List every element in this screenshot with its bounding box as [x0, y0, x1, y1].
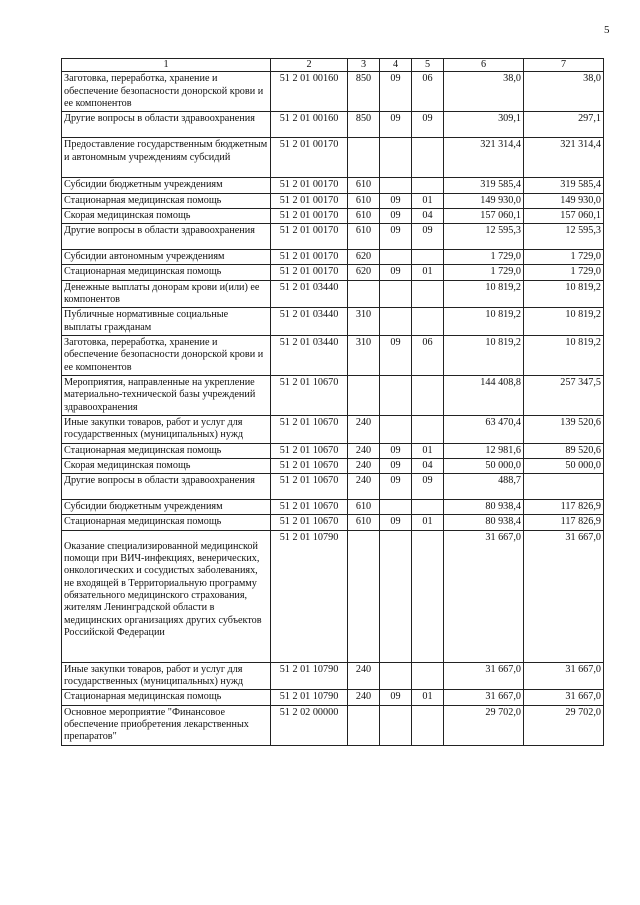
- subsection-cell: [412, 530, 444, 662]
- sum-year1-cell: 31 667,0: [444, 530, 524, 662]
- target-article-cell: 51 2 01 00170: [271, 178, 348, 193]
- section-cell: [380, 415, 412, 443]
- subsection-cell: 01: [412, 690, 444, 705]
- table-row: [62, 458, 604, 473]
- expense-type-cell: 610: [348, 193, 380, 208]
- column-header: 4: [380, 59, 412, 72]
- sum-year2-cell: 31 667,0: [524, 530, 604, 662]
- table-row: [62, 705, 604, 745]
- sum-year1-cell: 80 938,4: [444, 515, 524, 530]
- sum-year2-cell: 31 667,0: [524, 662, 604, 690]
- subsection-cell: [412, 308, 444, 336]
- target-article-cell: 51 2 01 03440: [271, 280, 348, 308]
- sum-year2-cell: 139 520,6: [524, 415, 604, 443]
- section-cell: 09: [380, 224, 412, 250]
- row-name-cell: Скорая медицинская помощь: [62, 458, 271, 473]
- expense-type-cell: 310: [348, 308, 380, 336]
- section-cell: 09: [380, 443, 412, 458]
- table-row: [62, 335, 604, 375]
- row-name-cell: Иные закупки товаров, работ и услуг для государственных (муниципальных) нужд: [62, 415, 271, 443]
- target-article-cell: 51 2 01 10670: [271, 474, 348, 500]
- sum-year1-cell: 80 938,4: [444, 500, 524, 515]
- row-name-cell: Мероприятия, направленные на укрепление материально-технической базы учреждений здравоохранения: [62, 375, 271, 415]
- table-row: [62, 250, 604, 265]
- sum-year2-cell: 1 729,0: [524, 265, 604, 280]
- row-name-cell: Субсидии бюджетным учреждениям: [62, 178, 271, 193]
- row-name-cell: Стационарная медицинская помощь: [62, 515, 271, 530]
- subsection-cell: 09: [412, 112, 444, 138]
- column-header: 6: [444, 59, 524, 72]
- expense-type-cell: [348, 530, 380, 662]
- page-number: 5: [604, 24, 610, 36]
- sum-year2-cell: 321 314,4: [524, 138, 604, 178]
- expense-type-cell: 240: [348, 458, 380, 473]
- sum-year1-cell: 10 819,2: [444, 308, 524, 336]
- subsection-cell: [412, 705, 444, 745]
- section-cell: 09: [380, 265, 412, 280]
- table-row: [62, 280, 604, 308]
- table-row: [62, 138, 604, 178]
- section-cell: 09: [380, 112, 412, 138]
- row-name-cell: Другие вопросы в области здравоохранения: [62, 474, 271, 500]
- table-row: [62, 224, 604, 250]
- section-cell: [380, 662, 412, 690]
- budget-table: [61, 58, 604, 746]
- sum-year2-cell: 12 595,3: [524, 224, 604, 250]
- sum-year2-cell: [524, 474, 604, 500]
- sum-year1-cell: 149 930,0: [444, 193, 524, 208]
- table-row: [62, 375, 604, 415]
- target-article-cell: 51 2 01 00170: [271, 138, 348, 178]
- target-article-cell: 51 2 01 10670: [271, 415, 348, 443]
- expense-type-cell: 240: [348, 662, 380, 690]
- row-name-cell: Скорая медицинская помощь: [62, 208, 271, 223]
- table-row: [62, 193, 604, 208]
- section-cell: 09: [380, 690, 412, 705]
- sum-year2-cell: 1 729,0: [524, 250, 604, 265]
- subsection-cell: 06: [412, 335, 444, 375]
- target-article-cell: 51 2 01 10670: [271, 500, 348, 515]
- target-article-cell: 51 2 01 10670: [271, 443, 348, 458]
- sum-year2-cell: 297,1: [524, 112, 604, 138]
- table-row: [62, 178, 604, 193]
- sum-year1-cell: 31 667,0: [444, 690, 524, 705]
- sum-year1-cell: 319 585,4: [444, 178, 524, 193]
- sum-year1-cell: 31 667,0: [444, 662, 524, 690]
- expense-type-cell: 610: [348, 208, 380, 223]
- sum-year2-cell: 10 819,2: [524, 280, 604, 308]
- section-cell: [380, 500, 412, 515]
- column-header-row: [62, 59, 604, 72]
- sum-year1-cell: 50 000,0: [444, 458, 524, 473]
- expense-type-cell: 610: [348, 224, 380, 250]
- row-name-cell: Другие вопросы в области здравоохранения: [62, 224, 271, 250]
- section-cell: [380, 530, 412, 662]
- subsection-cell: 01: [412, 443, 444, 458]
- table-row: [62, 72, 604, 112]
- sum-year2-cell: 50 000,0: [524, 458, 604, 473]
- sum-year2-cell: 29 702,0: [524, 705, 604, 745]
- sum-year1-cell: 321 314,4: [444, 138, 524, 178]
- section-cell: [380, 375, 412, 415]
- table-row: [62, 308, 604, 336]
- subsection-cell: 09: [412, 474, 444, 500]
- sum-year2-cell: 157 060,1: [524, 208, 604, 223]
- sum-year2-cell: 10 819,2: [524, 308, 604, 336]
- sum-year1-cell: 29 702,0: [444, 705, 524, 745]
- table-row: [62, 474, 604, 500]
- table-row: [62, 515, 604, 530]
- sum-year2-cell: 117 826,9: [524, 515, 604, 530]
- sum-year2-cell: 149 930,0: [524, 193, 604, 208]
- subsection-cell: [412, 500, 444, 515]
- subsection-cell: [412, 178, 444, 193]
- target-article-cell: 51 2 01 03440: [271, 308, 348, 336]
- target-article-cell: 51 2 01 00170: [271, 208, 348, 223]
- table-row: [62, 530, 604, 662]
- expense-type-cell: 610: [348, 178, 380, 193]
- section-cell: 09: [380, 208, 412, 223]
- table-row: [62, 690, 604, 705]
- section-cell: 09: [380, 72, 412, 112]
- expense-type-cell: 310: [348, 335, 380, 375]
- subsection-cell: [412, 250, 444, 265]
- sum-year1-cell: 10 819,2: [444, 280, 524, 308]
- expense-type-cell: 850: [348, 112, 380, 138]
- target-article-cell: 51 2 01 00170: [271, 224, 348, 250]
- sum-year1-cell: 309,1: [444, 112, 524, 138]
- target-article-cell: 51 2 01 03440: [271, 335, 348, 375]
- sum-year1-cell: 63 470,4: [444, 415, 524, 443]
- section-cell: 09: [380, 474, 412, 500]
- subsection-cell: [412, 138, 444, 178]
- target-article-cell: 51 2 01 10670: [271, 375, 348, 415]
- column-header: 1: [62, 59, 271, 72]
- sum-year2-cell: 257 347,5: [524, 375, 604, 415]
- section-cell: 09: [380, 193, 412, 208]
- sum-year2-cell: 117 826,9: [524, 500, 604, 515]
- row-name-cell: Стационарная медицинская помощь: [62, 193, 271, 208]
- row-name-cell: Денежные выплаты донорам крови и(или) ее компонентов: [62, 280, 271, 308]
- table-row: [62, 415, 604, 443]
- row-name-cell: Публичные нормативные социальные выплаты гражданам: [62, 308, 271, 336]
- sum-year1-cell: 144 408,8: [444, 375, 524, 415]
- sum-year2-cell: 89 520,6: [524, 443, 604, 458]
- expense-type-cell: 610: [348, 515, 380, 530]
- expense-type-cell: 610: [348, 500, 380, 515]
- section-cell: [380, 138, 412, 178]
- row-name-cell: Другие вопросы в области здравоохранения: [62, 112, 271, 138]
- target-article-cell: 51 2 01 10790: [271, 530, 348, 662]
- target-article-cell: 51 2 01 00170: [271, 250, 348, 265]
- section-cell: 09: [380, 515, 412, 530]
- target-article-cell: 51 2 01 00170: [271, 265, 348, 280]
- subsection-cell: [412, 280, 444, 308]
- sum-year1-cell: 12 981,6: [444, 443, 524, 458]
- subsection-cell: [412, 375, 444, 415]
- expense-type-cell: [348, 138, 380, 178]
- expense-type-cell: [348, 375, 380, 415]
- target-article-cell: 51 2 01 10790: [271, 690, 348, 705]
- target-article-cell: 51 2 01 10670: [271, 515, 348, 530]
- expense-type-cell: 240: [348, 690, 380, 705]
- section-cell: 09: [380, 458, 412, 473]
- sum-year1-cell: 1 729,0: [444, 250, 524, 265]
- sum-year1-cell: 12 595,3: [444, 224, 524, 250]
- subsection-cell: 09: [412, 224, 444, 250]
- expense-type-cell: 240: [348, 443, 380, 458]
- subsection-cell: 01: [412, 515, 444, 530]
- table-row: [62, 500, 604, 515]
- section-cell: 09: [380, 335, 412, 375]
- sum-year2-cell: 10 819,2: [524, 335, 604, 375]
- subsection-cell: 06: [412, 72, 444, 112]
- subsection-cell: 04: [412, 208, 444, 223]
- section-cell: [380, 308, 412, 336]
- expense-type-cell: 240: [348, 415, 380, 443]
- sum-year1-cell: 38,0: [444, 72, 524, 112]
- subsection-cell: 01: [412, 265, 444, 280]
- table-row: [62, 662, 604, 690]
- table-row: [62, 265, 604, 280]
- row-name-cell: Стационарная медицинская помощь: [62, 690, 271, 705]
- row-name-cell: Предоставление государственным бюджетным и автономным учреждениям субсидий: [62, 138, 271, 178]
- row-name-cell: Основное мероприятие "Финансовое обеспечение приобретения лекарственных препаратов": [62, 705, 271, 745]
- row-name-cell: Стационарная медицинская помощь: [62, 265, 271, 280]
- table-row: [62, 208, 604, 223]
- row-name-cell: Субсидии автономным учреждениям: [62, 250, 271, 265]
- row-name-cell: Заготовка, переработка, хранение и обеспечение безопасности донорской крови и ее компонентов: [62, 72, 271, 112]
- row-name-cell: Оказание специализированной медицинской помощи при ВИЧ-инфекциях, венерических, онкологических и сосудистых заболеваниях, не входящей в Территориальную программу обязательного медицинского страхования, жителям Ленинградской области в медицинских организациях других субъектов Российской Федерации: [62, 530, 271, 662]
- row-name-cell: Стационарная медицинская помощь: [62, 443, 271, 458]
- target-article-cell: 51 2 01 00160: [271, 112, 348, 138]
- expense-type-cell: [348, 280, 380, 308]
- expense-type-cell: [348, 705, 380, 745]
- subsection-cell: 01: [412, 193, 444, 208]
- column-header: 2: [271, 59, 348, 72]
- target-article-cell: 51 2 01 00170: [271, 193, 348, 208]
- section-cell: [380, 250, 412, 265]
- table-row: [62, 112, 604, 138]
- sum-year1-cell: 10 819,2: [444, 335, 524, 375]
- column-header: 3: [348, 59, 380, 72]
- target-article-cell: 51 2 01 10670: [271, 458, 348, 473]
- column-header: 7: [524, 59, 604, 72]
- row-name-cell: Субсидии бюджетным учреждениям: [62, 500, 271, 515]
- sum-year1-cell: 488,7: [444, 474, 524, 500]
- expense-type-cell: 620: [348, 250, 380, 265]
- sum-year1-cell: 1 729,0: [444, 265, 524, 280]
- sum-year1-cell: 157 060,1: [444, 208, 524, 223]
- section-cell: [380, 280, 412, 308]
- subsection-cell: [412, 415, 444, 443]
- expense-type-cell: 850: [348, 72, 380, 112]
- column-header: 5: [412, 59, 444, 72]
- table-row: [62, 443, 604, 458]
- section-cell: [380, 178, 412, 193]
- section-cell: [380, 705, 412, 745]
- subsection-cell: [412, 662, 444, 690]
- sum-year2-cell: 319 585,4: [524, 178, 604, 193]
- target-article-cell: 51 2 02 00000: [271, 705, 348, 745]
- sum-year2-cell: 31 667,0: [524, 690, 604, 705]
- target-article-cell: 51 2 01 10790: [271, 662, 348, 690]
- target-article-cell: 51 2 01 00160: [271, 72, 348, 112]
- expense-type-cell: 620: [348, 265, 380, 280]
- sum-year2-cell: 38,0: [524, 72, 604, 112]
- row-name-cell: Заготовка, переработка, хранение и обеспечение безопасности донорской крови и ее компонентов: [62, 335, 271, 375]
- expense-type-cell: 240: [348, 474, 380, 500]
- row-name-cell: Иные закупки товаров, работ и услуг для государственных (муниципальных) нужд: [62, 662, 271, 690]
- subsection-cell: 04: [412, 458, 444, 473]
